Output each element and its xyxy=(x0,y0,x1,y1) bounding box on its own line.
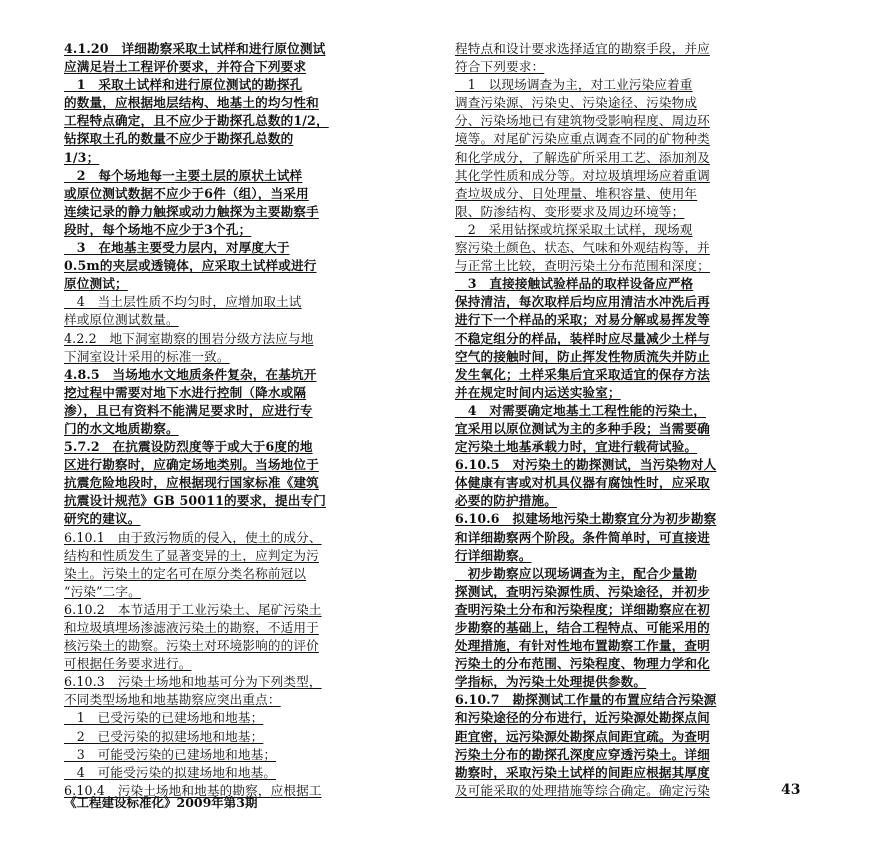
left-column-text-line: 段时，每个场地不应少于3个孔； xyxy=(64,221,252,237)
left-column-text-line: 核污染土的勘察。污染土对环境影响的的评价 xyxy=(64,638,319,654)
right-column-text-line: 不稳定组分的样品，装样时应尽量减少土样与 xyxy=(455,330,710,346)
left-column-text-line: 1/3； xyxy=(64,149,100,165)
right-column-text-line: 2 采用钻探或坑探采取土试样，现场观 xyxy=(455,221,693,237)
left-column-text-line: 3 可能受污染的已建场地和地基； xyxy=(64,746,277,762)
left-column-text-line: 挖过程中需要对地下水进行控制（降水或隔 xyxy=(64,384,307,400)
left-column-text-line: 2 每个场地每一主要土层的原状土试样 xyxy=(64,167,303,183)
right-column-text-line: 1 以现场调查为主，对工业污染应着重 xyxy=(455,77,693,93)
page-number: 43 xyxy=(781,782,801,798)
left-column-text-line: 不同类型场地和地基勘察应突出重点： xyxy=(64,692,281,708)
right-column-text-line: 程特点和设计要求选择适宜的勘察手段，并应 xyxy=(455,41,710,56)
left-column-text-line: 或原位测试数据不应少于6件（组），当采用 xyxy=(64,185,309,201)
right-column-text-line: 其化学性质和成分等。对垃圾填埋场应着重调 xyxy=(455,167,710,183)
left-column-text-line: 抗震设计规范》GB 50011的要求，提出专门 xyxy=(64,493,326,509)
left-column-text-line: 原位测试； xyxy=(64,276,128,292)
right-column-text-line: 处理措施，有针对性地布置勘察工作量，查明 xyxy=(455,638,710,654)
left-column-text-line: 研究的建议。 xyxy=(64,511,141,527)
left-column-text-line: 3 在地基主要受力层内，对厚度大于 xyxy=(64,240,290,256)
right-column-text-line: 限、防渗结构、变形要求及周边环境等； xyxy=(455,203,685,219)
right-column-text-line: 保持清洁，每次取样后均应用清洁水冲洗后再 xyxy=(455,294,710,310)
left-column-text-line: 下洞室设计采用的标准一致。 xyxy=(64,348,230,364)
right-column-text-line: 境等。对尾矿污染应重点调查不同的矿物种类 xyxy=(455,131,710,147)
right-column-text-line: 3 直接接触试验样品的取样设备应严格 xyxy=(455,276,694,292)
left-column-text-line: 4.2.2 地下洞室勘察的围岩分级方法应与地 xyxy=(64,330,314,346)
left-column-text-line: 连续记录的静力触探或动力触探为主要勘察手 xyxy=(64,203,319,219)
right-column-text-line: 和污染途径的分布进行，近污染源处勘探点间 xyxy=(455,710,710,726)
right-column-text-line: 距宜密，远污染源处勘探点间距宜疏。为查明 xyxy=(455,728,710,744)
right-column-text-line: 并在规定时间内运送实验室； xyxy=(455,384,621,400)
right-column-text-line: 和化学成分，了解选矿所采用工艺、添加剂及 xyxy=(455,149,710,165)
left-column-text-line: 6.10.2 本节适用于工业污染土、尾矿污染土 xyxy=(64,601,322,617)
right-column-text-line: 查垃圾成分、日处理量、堆积容量、使用年 xyxy=(455,185,698,201)
right-column-text-line: 初步勘察应以现场调查为主，配合少量勘 xyxy=(455,565,698,581)
right-column-text-line: 污染土的分布范围、污染程度、物理力学和化 xyxy=(455,656,710,672)
right-column-text-line: 6.10.6 拟建场地污染土勘察宜分为初步勘察 xyxy=(455,511,717,527)
left-column-text-line: 4.8.5 当场地水文地质条件复杂，在基坑开 xyxy=(64,366,317,382)
left-column-text-line: 4 可能受污染的拟建场地和地基。 xyxy=(64,764,277,780)
right-column-text-line: 和详细勘察两个阶段。条件简单时，可直接进 xyxy=(455,529,710,545)
left-column-text-line: 6.10.1 由于致污物质的侵入，使土的成分、 xyxy=(64,529,322,545)
right-column-text-line: 学指标，为污染土处理提供参数。 xyxy=(455,674,647,690)
right-column-text-line: 发生氧化；土样采集后宜采取适宜的保存方法 xyxy=(455,366,710,382)
left-column-text-line: 门的水文地质勘察。 xyxy=(64,420,179,436)
right-column-text-line: 宜采用以原位测试为主的多种手段；当需要确 xyxy=(455,420,710,436)
right-column-text-line: 及可能采取的处理措施等综合确定。确定污染 xyxy=(455,782,710,798)
right-column-text-line: 必要的防护措施。 xyxy=(455,493,557,509)
right-column-text-line: 体健康有害或对机具仪器有腐蚀性时，应采取 xyxy=(455,475,710,491)
left-column-text-line: 样或原位测试数量。 xyxy=(64,312,179,328)
left-column-text-line: 和垃圾填埋场渗滤液污染土的勘察，不适用于 xyxy=(64,620,319,635)
right-column xyxy=(455,40,830,800)
left-column-text-line: 1 已受污染的已建场地和地基； xyxy=(64,710,264,726)
left-column-text-line: 2 已受污染的拟建场地和地基； xyxy=(64,728,264,744)
right-column-text-line: 查明污染土分布和污染程度；详细勘察应在初 xyxy=(455,601,710,617)
left-column-text-line: 4 当土层性质不均匀时，应增加取土试 xyxy=(64,294,302,310)
left-column-text-line: 可根据任务要求进行。 xyxy=(64,656,192,672)
left-column-text-line: 抗震危险地段时，应根据现行国家标准《建筑 xyxy=(64,475,319,491)
right-column-text-line: 定污染土地基承载力时，宜进行载荷试验。 xyxy=(455,439,698,455)
right-column-text-line: 与正常土比较，查明污染土分布范围和深度； xyxy=(455,258,710,274)
right-column-text-line: 行详细勘察。 xyxy=(455,547,532,563)
left-column-text-line: 工程特点确定，且不应少于勘探孔总数的1/2， xyxy=(64,113,329,129)
left-column-text-line: 的数量，应根据地层结构、地基土的均匀性和 xyxy=(64,95,319,111)
left-column-text-line: 6.10.4 污染土场地和地基的勘察，应根据工 xyxy=(64,782,322,798)
right-column-text-line: 探测试，查明污染源性质、污染途径，并初步 xyxy=(455,583,710,599)
right-column-text-line: 污染土分布的勘探孔深度应穿透污染土。详细 xyxy=(455,746,710,762)
right-column-text-line: 空气的接触时间，防止挥发性物质流失并防止 xyxy=(455,348,710,364)
left-column-text-line: 0.5m的夹层或透镜体，应采取土试样或进行 xyxy=(64,258,317,274)
right-column-text-line: 勘察时，采取污染土试样的间距应根据其厚度 xyxy=(455,764,710,780)
left-column-text-line: 6.10.3 污染土场地和地基可分为下列类型， xyxy=(64,674,322,690)
journal-footer: 《工程建设标准化》2009年第3期 xyxy=(64,795,258,810)
left-column-text-line: 应满足岩土工程评价要求，并符合下列要求 xyxy=(64,59,307,75)
right-column-text-line: 符合下列要求： xyxy=(455,59,545,75)
right-column-text-line: 4 对需要确定地基土工程性能的污染土， xyxy=(455,402,707,418)
right-column-text-line: 分、污染场地已有建筑物受影响程度、周边环 xyxy=(455,113,710,129)
right-column-text-line: 步勘察的基础上，结合工程特点、可能采用的 xyxy=(455,620,710,635)
left-column-text-line: 5.7.2 在抗震设防烈度等于或大于6度的地 xyxy=(64,439,313,455)
left-column-text-line: 4.1.20 详细勘察采取土试样和进行原位测试 xyxy=(64,41,326,56)
right-column-text-line: 调查污染源、污染史、污染途径、污染物成 xyxy=(455,95,698,111)
left-column xyxy=(64,40,439,800)
left-column-text-line: 渗），且已有资料不能满足要求时，应进行专 xyxy=(64,402,313,418)
left-column-text-line: “污染”二字。 xyxy=(64,583,141,599)
right-column-text-line: 进行下一个样品的采取；对易分解或易挥发等 xyxy=(455,312,710,328)
right-column-text-line: 6.10.7 勘探测试工作量的布置应结合污染源 xyxy=(455,692,717,708)
left-column-text-line: 结构和性质发生了显著变异的土，应判定为污 xyxy=(64,547,319,563)
right-column-text-line: 察污染土颜色、状态、气味和外观结构等，并 xyxy=(455,240,710,256)
left-column-text-line: 1 采取土试样和进行原位测试的勘探孔 xyxy=(64,77,303,93)
left-column-text-line: 区进行勘察时，应确定场地类别。当场地位于 xyxy=(64,457,319,473)
right-column-text-line: 6.10.5 对污染土的勘探测试，当污染物对人 xyxy=(455,457,717,473)
left-column-text-line: 染土。污染土的定名可在原分类名称前冠以 xyxy=(64,565,307,581)
left-column-text-line: 钻探取土孔的数量不应少于勘探孔总数的 xyxy=(64,131,294,147)
